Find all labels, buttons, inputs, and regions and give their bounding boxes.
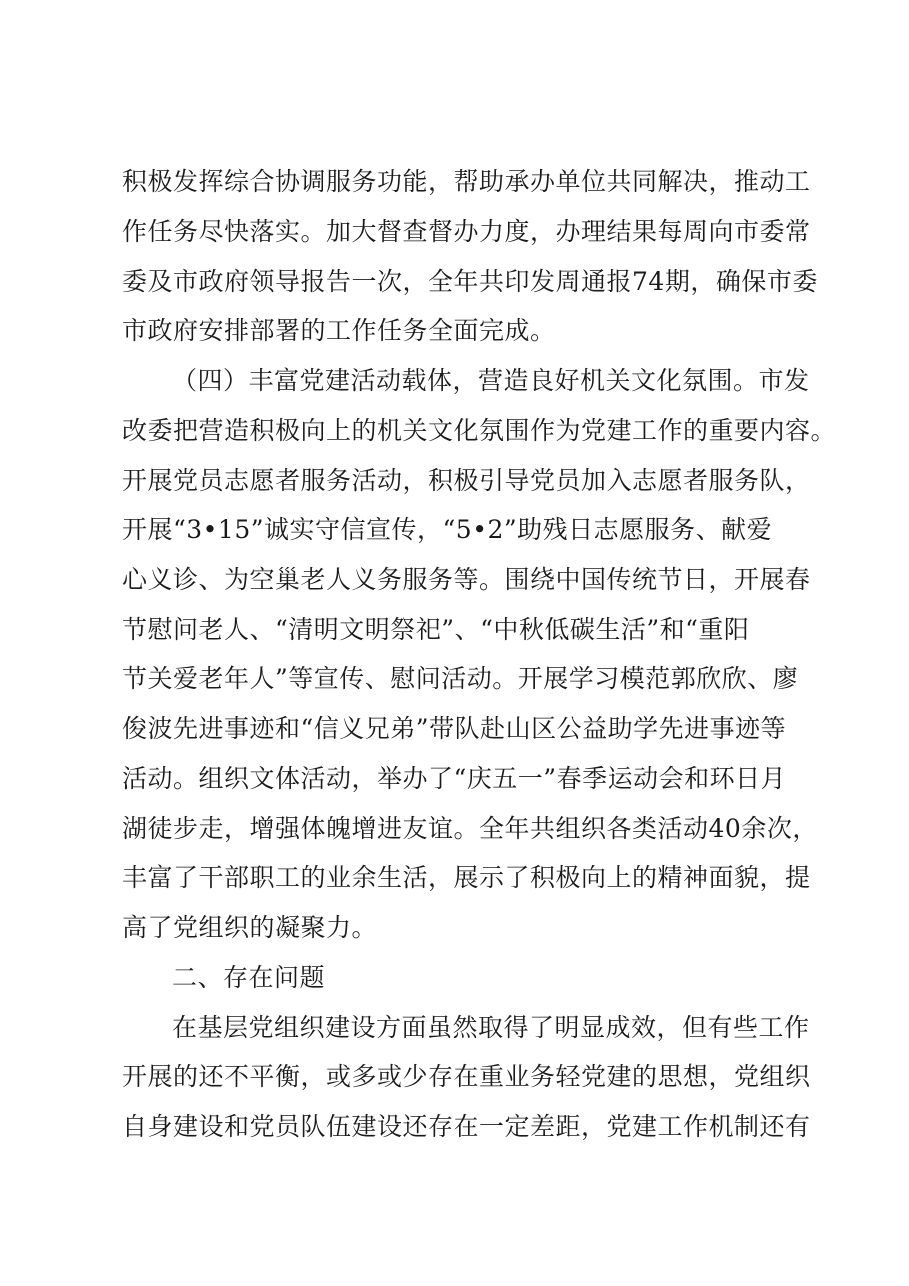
text-line: 委及市政府领导报告一次，全年共印发周通报74期，确保市委 — [122, 267, 818, 296]
text-line: 湖徒步走，增强体魄增进友谊。全年共组织各类活动40余次， — [122, 814, 818, 843]
section-heading: 二、存在问题 — [172, 963, 326, 992]
text-line: 积极发挥综合协调服务功能，帮助承办单位共同解决，推动工 — [122, 167, 811, 196]
text-line: 节慰问老人、“清明文明祭祀”、“中秋低碳生活”和“重阳 — [122, 615, 750, 644]
text-line: 开展“3•15”诚实守信宣传，“5•2”助残日志愿服务、献爱 — [122, 515, 773, 544]
text-line: 改委把营造积极向上的机关文化氛围作为党建工作的重要内容。 — [122, 416, 837, 445]
text-line: 高了党组织的凝聚力。 — [122, 913, 378, 942]
text-line: 节关爱老年人”等宣传、慰问活动。开展学习模范郭欣欣、廖 — [122, 664, 799, 693]
text-line: 丰富了干部职工的业余生活，展示了积极向上的精神面貌，提 — [122, 863, 811, 892]
section-heading-line: （四）丰富党建活动载体，营造良好机关文化氛围。市发 — [172, 366, 810, 395]
text-line: 活动。组织文体活动，举办了“庆五一”春季运动会和环日月 — [122, 764, 787, 793]
text-line: 市政府安排部署的工作任务全面完成。 — [122, 316, 556, 345]
text-line: 俊波先进事迹和“信义兄弟”带队赴山区公益助学先进事迹等 — [122, 714, 787, 743]
text-line: 开展的还不平衡，或多或少存在重业务轻党建的思想，党组织 — [122, 1062, 811, 1091]
text-line: 开展党员志愿者服务活动，积极引导党员加入志愿者服务队， — [122, 466, 811, 495]
text-line: 作任务尽快落实。加大督查督办力度，办理结果每周向市委常 — [122, 217, 811, 246]
paragraph-start-line: 在基层党组织建设方面虽然取得了明显成效，但有些工作 — [172, 1013, 810, 1042]
text-line: 自身建设和党员队伍建设还存在一定差距，党建工作机制还有 — [122, 1112, 811, 1141]
text-line: 心义诊、为空巢老人义务服务等。围绕中国传统节日，开展春 — [122, 565, 811, 594]
